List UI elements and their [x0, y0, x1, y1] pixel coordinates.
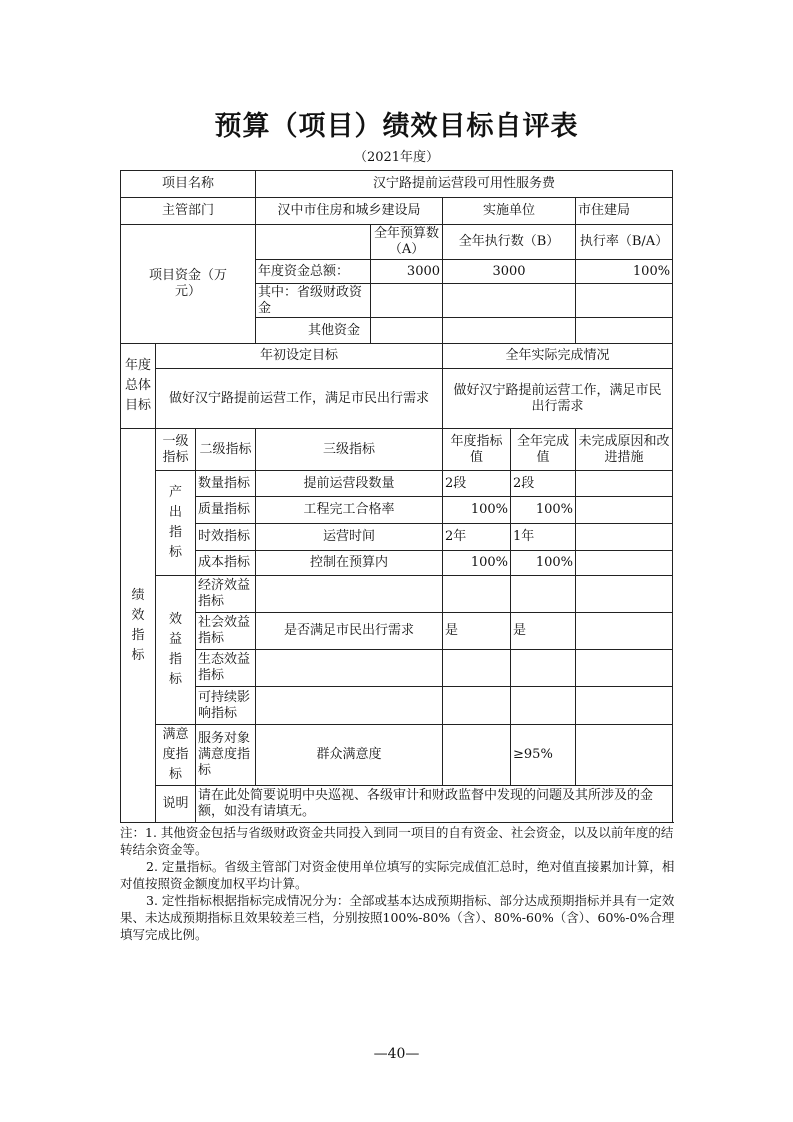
target-header: 年度指标值	[443, 429, 511, 471]
col-exec-header: 全年执行数（B）	[443, 225, 576, 260]
total-budget-value: 3000	[371, 260, 443, 284]
satisfaction-target	[443, 725, 511, 786]
other-rate-value	[576, 318, 673, 344]
total-funds-label: 年度资金总额：	[256, 260, 371, 284]
output-l3: 运营时间	[256, 524, 443, 551]
output-reason	[576, 551, 673, 576]
output-reason	[576, 497, 673, 524]
effect-actual: 是	[511, 613, 576, 650]
footnote: 注：1. 其他资金包括与省级财政资金共同投入到同一项目的自有资金、社会资金，以及以前年度的结转结余资金等。	[120, 825, 674, 857]
actual-header: 全年完成值	[511, 429, 576, 471]
output-target: 2年	[443, 524, 511, 551]
output-l2: 质量指标	[196, 497, 256, 524]
funds-label: 项目资金（万元）	[121, 225, 256, 344]
output-target: 100%	[443, 497, 511, 524]
output-l3: 控制在预算内	[256, 551, 443, 576]
effect-target	[443, 687, 511, 725]
remark-text: 请在此处简要说明中央巡视、各级审计和财政监督中发现的问题及其所涉及的金额，如没有请填无。	[196, 786, 673, 823]
col-rate-header: 执行率（B/A）	[576, 225, 673, 260]
effect-reason	[576, 613, 673, 650]
level2-header: 二级指标	[196, 429, 256, 471]
effect-l3	[256, 576, 443, 613]
satisfaction-actual: ≥95%	[511, 725, 576, 786]
impl-unit-value: 市住建局	[576, 198, 673, 225]
project-name-label: 项目名称	[121, 171, 256, 198]
effect-reason	[576, 650, 673, 687]
annual-goal-label: 年度总体目标	[121, 344, 156, 429]
satisfaction-l3: 群众满意度	[256, 725, 443, 786]
output-target: 100%	[443, 551, 511, 576]
effect-l2: 经济效益指标	[196, 576, 256, 613]
output-reason	[576, 524, 673, 551]
effect-l2: 生态效益指标	[196, 650, 256, 687]
output-l2: 成本指标	[196, 551, 256, 576]
effect-l3	[256, 687, 443, 725]
effect-l2: 社会效益指标	[196, 613, 256, 650]
reason-header: 未完成原因和改进措施	[576, 429, 673, 471]
prov-rate-value	[576, 284, 673, 318]
footnote: 2. 定量指标。省级主管部门对资金使用单位填写的实际完成值汇总时，绝对值直接累加计算，相对值按照资金额度加权平均计算。	[120, 859, 675, 891]
output-l2: 数量指标	[196, 471, 256, 497]
planned-goal-header: 年初设定目标	[156, 344, 443, 369]
effect-actual	[511, 687, 576, 725]
level1-header: 一级指标	[156, 429, 196, 471]
total-rate-value: 100%	[576, 260, 673, 284]
satisfaction-indicator-label: 满意度指标	[156, 725, 196, 786]
effect-l3: 是否满足市民出行需求	[256, 613, 443, 650]
evaluation-table	[120, 170, 673, 823]
page-title: 预算（项目）绩效目标自评表	[214, 111, 579, 142]
prov-funds-label: 其中：省级财政资金	[256, 284, 371, 318]
total-exec-value: 3000	[443, 260, 576, 284]
satisfaction-l2: 服务对象满意度指标	[196, 725, 256, 786]
other-exec-value	[443, 318, 576, 344]
col-budget-header: 全年预算数（A）	[371, 225, 443, 260]
output-l3: 工程完工合格率	[256, 497, 443, 524]
effect-target	[443, 576, 511, 613]
other-budget-value	[371, 318, 443, 344]
dept-label: 主管部门	[121, 198, 256, 225]
effect-l2: 可持续影响指标	[196, 687, 256, 725]
effect-indicator-label: 效益指标	[156, 576, 196, 725]
effect-l3	[256, 650, 443, 687]
actual-goal-header: 全年实际完成情况	[443, 344, 673, 369]
output-actual: 2段	[511, 471, 576, 497]
planned-goal-text: 做好汉宁路提前运营工作，满足市民出行需求	[156, 369, 443, 429]
remark-label: 说明	[156, 786, 196, 823]
output-actual: 100%	[511, 551, 576, 576]
output-target: 2段	[443, 471, 511, 497]
effect-reason	[576, 576, 673, 613]
output-l2: 时效指标	[196, 524, 256, 551]
satisfaction-reason	[576, 725, 673, 786]
project-name-value: 汉宁路提前运营段可用性服务费	[256, 171, 673, 198]
dept-value: 汉中市住房和城乡建设局	[256, 198, 443, 225]
year-label: （2021年度）	[353, 150, 440, 165]
perf-indicator-label: 绩效指标	[121, 429, 156, 823]
effect-reason	[576, 687, 673, 725]
output-actual: 100%	[511, 497, 576, 524]
other-funds-label: 其他资金	[256, 318, 371, 344]
output-reason	[576, 471, 673, 497]
effect-actual	[511, 650, 576, 687]
output-l3: 提前运营段数量	[256, 471, 443, 497]
prov-exec-value	[443, 284, 576, 318]
actual-goal-text: 做好汉宁路提前运营工作，满足市民出行需求	[443, 369, 673, 429]
effect-target: 是	[443, 613, 511, 650]
effect-target	[443, 650, 511, 687]
prov-budget-value	[371, 284, 443, 318]
output-indicator-label: 产出指标	[156, 471, 196, 576]
effect-actual	[511, 576, 576, 613]
impl-unit-label: 实施单位	[443, 198, 576, 225]
footnotes	[120, 824, 676, 943]
output-actual: 1年	[511, 524, 576, 551]
page-number: —40—	[373, 1046, 420, 1062]
funds-blank-cell	[256, 225, 371, 260]
footnote: 3. 定性指标根据指标完成情况分为：全部或基本达成预期指标、部分达成预期指标并具有一定效果、未达成预期指标且效果较差三档，分别按照100%-80%（含）、80%-60%（含）、60%-0%合理填写完成比例。	[120, 893, 675, 942]
level3-header: 三级指标	[256, 429, 443, 471]
